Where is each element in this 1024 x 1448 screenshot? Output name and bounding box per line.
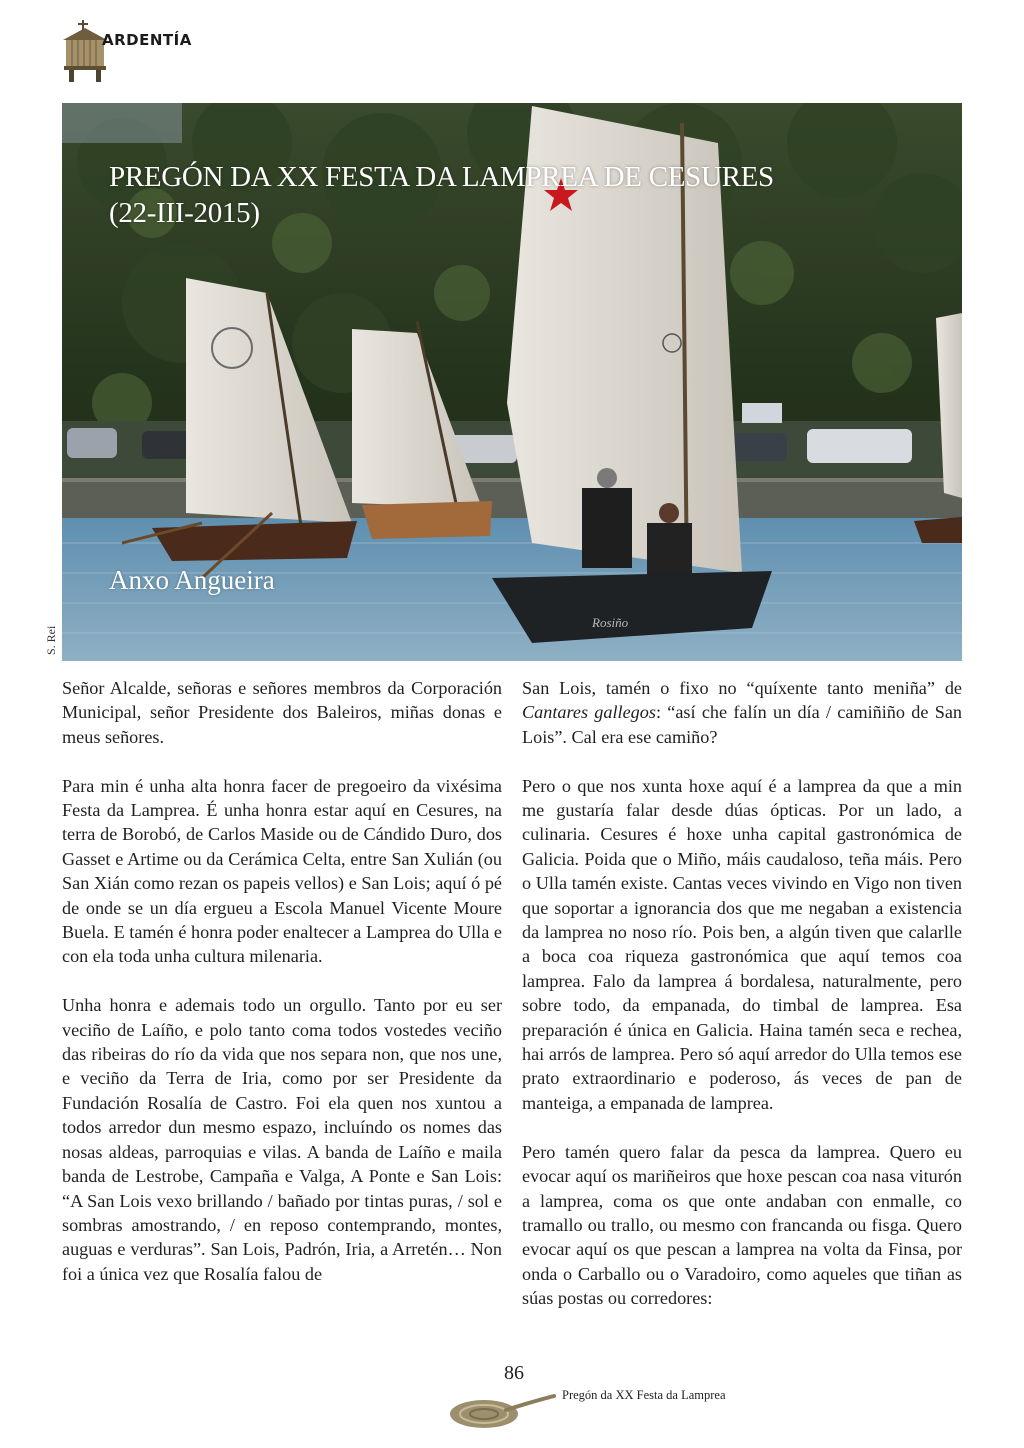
paragraph-text: San Lois, tamén o fixo no “quíxente tanto meniña” de (522, 678, 962, 698)
paragraph: Señor Alcalde, señoras e señores membros da Corporación Municipal, señor Presidente dos Baleiros, miñas donas e meus señores. (62, 678, 502, 747)
boat-name: Rosiño (592, 615, 629, 630)
article-title-line-2: (22-III-2015) (109, 197, 260, 229)
page-footer (440, 1358, 800, 1438)
book-title: Cantares gallegos (522, 702, 656, 723)
paragraph: Para min é unha alta honra facer de pregoeiro da vixésima Festa da Lamprea. É unha honra estar aquí en Cesures, na terra de Borobó, de Carlos Maside ou de Cándido Duro, dos Gasset e Artime ou da Cerámica Celta, entre San Xulián (ou San Xián como rezan os papeis vellos) e San Lois; aquí ó pé de onde se un día ergueu a Escola Manuel Vicente Moure Buela. E tamén é honra poder enaltecer a Lamprea do Ulla e con ela toda unha cultura milenaria. (62, 775, 502, 967)
paragraph: Pero o que nos xunta hoxe aquí é a lamprea da que a min me gustaría falar desde dúas ópticas. Por un lado, a culinaria. Cesures é hoxe unha capital gastronómica de Galicia. Poida que o Miño, máis caudaloso, teña máis. Pero o Ulla tamén existe. Cantas veces vivindo en Vigo non tiven que soportar a ignorancia dos que me negaban a existencia da lamprea no noso río. Pois ben, a algún tiven que calarlle a boca coa riqueza gastronómica que aquí temos coa lamprea. Falo da lamprea á bordalesa, naturalmente, pero sobre todo, da empanada, do timbal de lamprea. Esa preparación é única en Galicia. Haina tamén seca e rechea, hai arrós de lamprea. Pero só aquí arredor do Ulla temos ese prato extraordinario e poderoso, ás veces de pan de manteiga, a empanada de lamprea. (522, 775, 962, 1113)
photo-credit: S. Rei (44, 625, 58, 655)
paragraph (522, 676, 962, 749)
hero-photo (62, 103, 962, 661)
horreo-icon (60, 18, 110, 84)
running-title: Pregón da XX Festa da Lamprea (562, 1388, 726, 1402)
article-title-line-1: PREGÓN DA XX FESTA DA LAMPREA DE CESURES (109, 161, 774, 193)
paragraph: Unha honra e ademais todo un orgullo. Tanto por eu ser veciño de Laíño, e polo tanto coma todos vostedes veciño das ribeiras do río da vida que nos separa non, que nos une, e veciño da Terra de Iria, como por ser Presidente da Fundación Rosalía de Castro. Foi ela quen nos xuntou a todos arredor dun mesmo espazo, incluíndo os nomes das nosas aldeas, parroquias e vilas. A banda de Laíño e maila banda de Lestrobe, Campaña e Valga, A Ponte e San Lois: “A San Lois vexo brillando / bañado por tintas puras, / sol e sombras amostrando, / en reposo contemprando, montes, auguas e verduras”. San Lois, Padrón, Iria, a Arretén… Non foi a única vez que Rosalía falou de (62, 995, 502, 1284)
lamprey-icon (446, 1374, 556, 1434)
article-title (109, 159, 774, 231)
paragraph: Pero tamén quero falar da pesca da lamprea. Quero eu evocar aquí os mariñeiros que hoxe pescan coa nasa viturón a lamprea, coma os que onte andaban con enmalle, co tramallo ou trallo, ou mesmo con francanda ou fisga. Quero evocar aquí os que pescan a lamprea na volta da Finsa, por onda o Carballo ou o Varadoiro, como aqueles que tiñan as súas postas ou corredores: (522, 1141, 962, 1309)
right-column (522, 676, 962, 1311)
left-column (62, 676, 502, 1286)
page-number: 86 (504, 1362, 524, 1384)
magazine-header (60, 18, 260, 84)
magazine-brand: ARDENTÍA (102, 31, 192, 49)
paragraph-text: : “así che falín un día / camiñiño de San Lois”. Cal era ese camiño? (522, 702, 962, 747)
article-author: Anxo Angueira (109, 565, 275, 595)
